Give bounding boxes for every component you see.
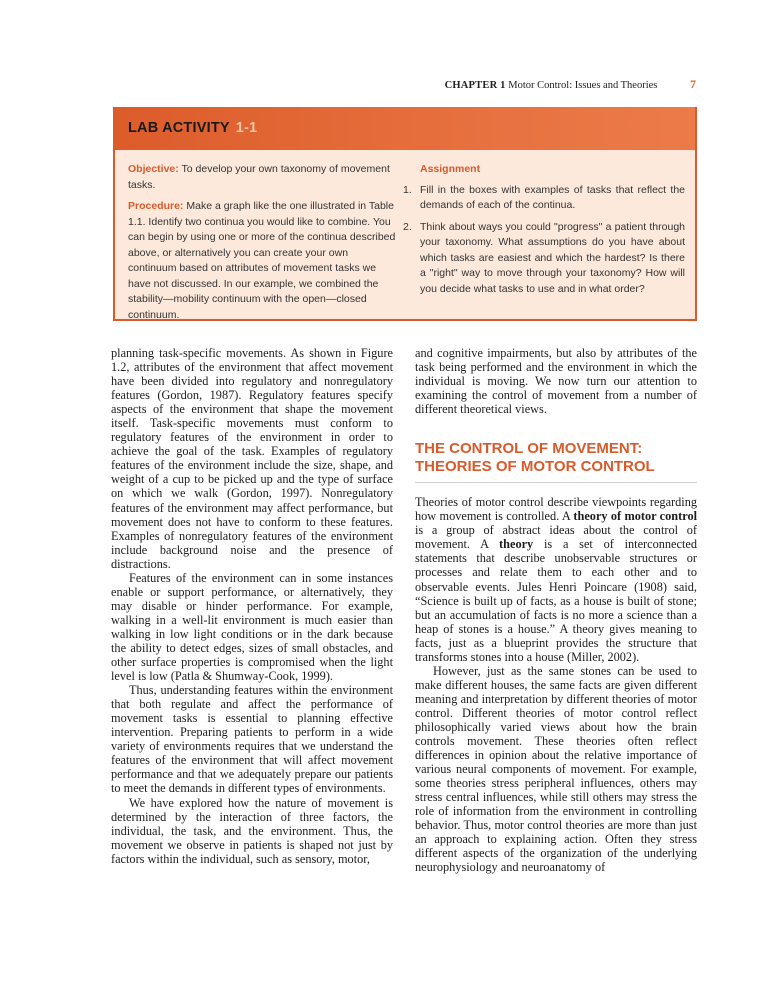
assignment-list (403, 183, 685, 298)
section-heading-line: THE CONTROL OF MOVEMENT: (415, 440, 643, 458)
chapter-label: CHAPTER 1 (444, 80, 506, 91)
section-heading (415, 440, 697, 475)
running-head (445, 77, 696, 92)
assignment-item-text: Fill in the boxes with examples of tasks that reflect the demands of each of the continua. (420, 183, 685, 211)
assignment-item-text: Think about ways you could "progress" a patient through your taxonomy. What assumptions do you have about which tasks are easiest and which the hardest? Is there a "right" way to move through your taxonomy? How will you decide what tasks to use and in what order? (420, 220, 685, 295)
lab-activity-right-column (403, 162, 685, 303)
body-paragraph: However, just as the same stones can be used to make different houses, the same facts are given different meaning and interpretation by different theories of motor control. Different theories of motor control reflect philosophically varied views about how the brain controls movement. These theories often reflect differences in opinion about the relative importance of various neural components of movement. For example, some theories stress peripheral influences, others may stress central influences, while still others may stress the role of information from the environment in controlling behavior. Thus, motor control theories are more than just an approach to explaining action. Often they stress different aspects of the organization of the underlying neurophysiology and neuroanatomy of (415, 663, 697, 875)
lab-activity-box (113, 107, 697, 321)
procedure-label: Procedure: (128, 200, 184, 212)
body-paragraph: and cognitive impairments, but also by attributes of the task being performed and the environment in which the individual is moving. We now turn our attention to examining the control of movement from a number of different theoretical views. (415, 346, 697, 417)
body-right-column (415, 346, 697, 875)
body-left-column (111, 346, 393, 866)
section-divider (415, 482, 697, 483)
lab-activity-number: 1-1 (235, 120, 258, 136)
assignment-item (403, 183, 685, 214)
lab-activity-left-column (128, 162, 396, 329)
lab-activity-header (115, 107, 695, 150)
page-number: 7 (690, 77, 696, 91)
assignment-heading: Assignment (420, 163, 481, 175)
objective-text: To develop your own taxonomy of movement tasks. (128, 163, 390, 191)
body-paragraph: planning task-specific movements. As shown in Figure 1.2, attributes of the environment that affect movement have been divided into regulatory and nonregulatory features (Gordon, 1987). Regulatory features specify aspects of the environment that shape the movement itself. Task-specific movements must conform to regulatory features of the environment in order to achieve the goal of the task. Examples of regulatory features of the environment include the size, shape, and weight of a cup to be picked up and the type of surface on which we walk (Gordon, 1997). Nonregulatory features of the environment may affect performance, but movement does not have to conform to these features. Examples of nonregulatory features of the environment include background noise and the presence of distractions. (111, 346, 393, 571)
procedure-paragraph (128, 199, 396, 323)
text-run: is a group of abstract ideas about the control of movement. A (415, 523, 697, 552)
text-run: is a set of interconnected statements that describe unobservable structures or processes and relate them to each other and to observable events. Jules Henri Poincare (1908) said, “Science is built up of facts, as a house is built of stone; but an accumulation of facts is no more a science than a heap of stones is a house.” A theory gives meaning to facts, just as a blueprint provides the structure that transforms stones into a house (Miller, 2002). (415, 537, 697, 664)
chapter-title: Motor Control: Issues and Theories (508, 80, 658, 91)
bold-term: theory of motor control (573, 509, 698, 524)
assignment-item-number: 2. (403, 220, 412, 233)
body-paragraph (415, 495, 697, 664)
text-run: Theories of motor control describe viewpoints regarding how movement is controlled. A (415, 495, 697, 524)
assignment-item-number: 1. (403, 183, 412, 196)
body-paragraph: Thus, understanding features within the environment that both regulate and affect the performance of movement tasks is essential to planning effective intervention. Preparing patients to perform in a wide variety of environments requires that we understand the features of the environment that will affect movement performance and that we adequately prepare our patients to meet the demands in different types of environments. (111, 683, 393, 796)
section-heading-line: THEORIES OF MOTOR CONTROL (415, 457, 655, 475)
objective-label: Objective: (128, 163, 179, 175)
body-paragraph: We have explored how the nature of movement is determined by the interaction of three factors, the individual, the task, and the environment. Thus, the movement we observe in patients is shaped not just by factors within the individual, such as sensory, motor, (111, 795, 393, 866)
objective-paragraph (128, 162, 396, 193)
lab-activity-title (128, 120, 257, 136)
lab-activity-label: LAB ACTIVITY (128, 120, 230, 136)
assignment-item (403, 220, 685, 298)
procedure-text: Make a graph like the one illustrated in Table 1.1. Identify two continua you would like to combine. You can begin by using one or more of the continua described above, or alternatively you can create your own continuum based on attributes of movement tasks we have not discussed. In our example, we combined the stability—mobility continuum with the open—closed continuum. (128, 200, 396, 321)
body-paragraph: Features of the environment can in some instances enable or support performance, or alternatively, they may disable or hinder performance. For example, walking in a well-lit environment is much easier than walking in low light conditions or in the dark because the ability to detect edges, sizes of small obstacles, and other surface properties is compromised when the light level is low (Patla & Shumway-Cook, 1999). (111, 570, 393, 684)
bold-term: theory (499, 537, 534, 552)
